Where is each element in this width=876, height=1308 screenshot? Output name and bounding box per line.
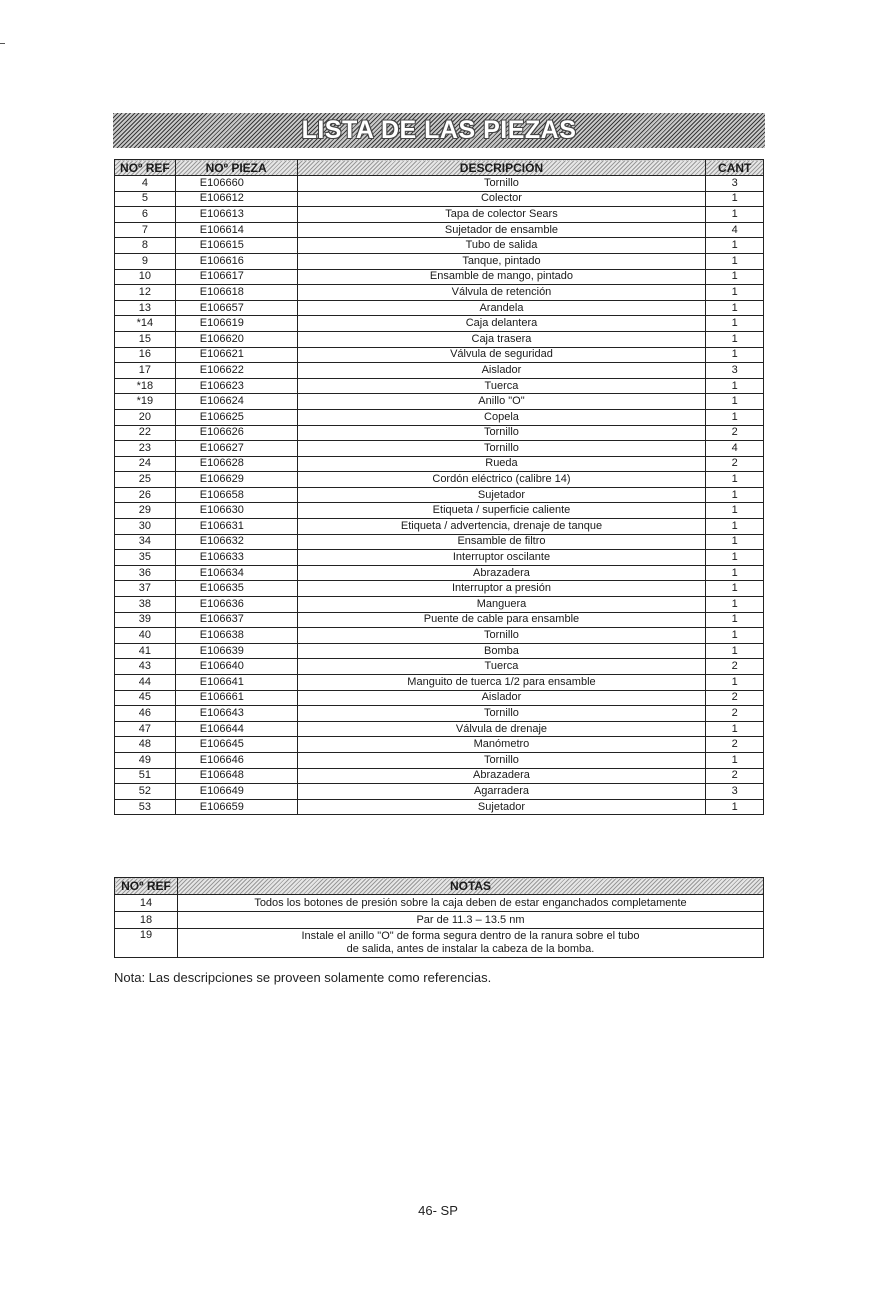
description-cell: Sujetador <box>297 487 706 503</box>
quantity-cell: 1 <box>706 300 764 316</box>
note-ref-cell: 19 <box>115 929 178 958</box>
quantity-cell: 1 <box>706 675 764 691</box>
description-cell: Cordón eléctrico (calibre 14) <box>297 472 706 488</box>
ref-cell: 23 <box>115 441 176 457</box>
ref-cell: *14 <box>115 316 176 332</box>
ref-cell: 36 <box>115 565 176 581</box>
table-row <box>115 456 764 472</box>
ref-cell: 12 <box>115 285 176 301</box>
parts-table <box>114 159 764 815</box>
quantity-cell: 1 <box>706 581 764 597</box>
ref-cell: *19 <box>115 394 176 410</box>
notes-header-ref: NOº REF <box>115 878 178 895</box>
ref-cell: 29 <box>115 503 176 519</box>
part-number-cell: E106634 <box>175 565 297 581</box>
part-number-cell: E106617 <box>175 269 297 285</box>
description-cell: Ensamble de mango, pintado <box>297 269 706 285</box>
corner-mark <box>0 43 5 44</box>
description-cell: Abrazadera <box>297 565 706 581</box>
description-cell: Tornillo <box>297 425 706 441</box>
table-row <box>115 269 764 285</box>
part-number-cell: E106618 <box>175 285 297 301</box>
description-cell: Válvula de drenaje <box>297 721 706 737</box>
table-row <box>115 394 764 410</box>
quantity-cell: 1 <box>706 238 764 254</box>
part-number-cell: E106627 <box>175 441 297 457</box>
note-text-cell: Instale el anillo "O" de forma segura dentro de la ranura sobre el tubo de salida, antes de instalar la cabeza de la bomba. <box>178 929 764 958</box>
ref-cell: 39 <box>115 612 176 628</box>
footnote: Nota: Las descripciones se proveen solamente como referencias. <box>114 970 492 985</box>
part-number-cell: E106631 <box>175 519 297 535</box>
ref-cell: 8 <box>115 238 176 254</box>
table-row <box>115 643 764 659</box>
description-cell: Manguera <box>297 597 706 613</box>
description-cell: Interruptor oscilante <box>297 550 706 566</box>
table-row <box>115 799 764 815</box>
part-number-cell: E106643 <box>175 706 297 722</box>
quantity-cell: 4 <box>706 222 764 238</box>
ref-cell: 40 <box>115 628 176 644</box>
description-cell: Colector <box>297 191 706 207</box>
description-cell: Interruptor a presión <box>297 581 706 597</box>
ref-cell: 49 <box>115 752 176 768</box>
part-number-cell: E106628 <box>175 456 297 472</box>
notes-table <box>114 877 764 958</box>
description-cell: Etiqueta / advertencia, drenaje de tanque <box>297 519 706 535</box>
part-number-cell: E106619 <box>175 316 297 332</box>
table-row <box>115 550 764 566</box>
notes-body <box>115 895 764 958</box>
quantity-cell: 3 <box>706 784 764 800</box>
description-cell: Etiqueta / superficie caliente <box>297 503 706 519</box>
ref-cell: 6 <box>115 207 176 223</box>
quantity-cell: 1 <box>706 534 764 550</box>
quantity-cell: 1 <box>706 503 764 519</box>
table-row <box>115 441 764 457</box>
description-cell: Bomba <box>297 643 706 659</box>
description-cell: Tanque, pintado <box>297 253 706 269</box>
part-number-cell: E106622 <box>175 363 297 379</box>
parts-header-row <box>115 160 764 176</box>
table-row <box>115 721 764 737</box>
quantity-cell: 1 <box>706 799 764 815</box>
ref-cell: 5 <box>115 191 176 207</box>
part-number-cell: E106659 <box>175 799 297 815</box>
ref-cell: 47 <box>115 721 176 737</box>
description-cell: Agarradera <box>297 784 706 800</box>
header-ref: NOº REF <box>115 160 176 176</box>
page-title: LISTA DE LAS PIEZAS <box>301 116 577 144</box>
quantity-cell: 1 <box>706 409 764 425</box>
ref-cell: 13 <box>115 300 176 316</box>
ref-cell: 15 <box>115 331 176 347</box>
title-banner <box>113 113 765 148</box>
ref-cell: 25 <box>115 472 176 488</box>
part-number-cell: E106661 <box>175 690 297 706</box>
note-ref-cell: 14 <box>115 895 178 912</box>
ref-cell: 22 <box>115 425 176 441</box>
quantity-cell: 1 <box>706 347 764 363</box>
table-row <box>115 207 764 223</box>
description-cell: Tapa de colector Sears <box>297 207 706 223</box>
ref-cell: 46 <box>115 706 176 722</box>
table-row <box>115 690 764 706</box>
quantity-cell: 2 <box>706 706 764 722</box>
part-number-cell: E106620 <box>175 331 297 347</box>
table-row <box>115 752 764 768</box>
quantity-cell: 1 <box>706 721 764 737</box>
quantity-cell: 1 <box>706 472 764 488</box>
table-row <box>115 176 764 192</box>
table-row <box>115 675 764 691</box>
table-row <box>115 472 764 488</box>
quantity-cell: 3 <box>706 176 764 192</box>
ref-cell: 16 <box>115 347 176 363</box>
ref-cell: 30 <box>115 519 176 535</box>
quantity-cell: 2 <box>706 456 764 472</box>
note-text-cell: Par de 11.3 – 13.5 nm <box>178 912 764 929</box>
ref-cell: 37 <box>115 581 176 597</box>
ref-cell: 20 <box>115 409 176 425</box>
part-number-cell: E106616 <box>175 253 297 269</box>
description-cell: Aislador <box>297 363 706 379</box>
table-row <box>115 628 764 644</box>
quantity-cell: 2 <box>706 768 764 784</box>
table-row <box>115 222 764 238</box>
parts-body <box>115 176 764 815</box>
quantity-cell: 1 <box>706 378 764 394</box>
part-number-cell: E106640 <box>175 659 297 675</box>
description-cell: Válvula de seguridad <box>297 347 706 363</box>
part-number-cell: E106638 <box>175 628 297 644</box>
quantity-cell: 1 <box>706 316 764 332</box>
notes-row <box>115 895 764 912</box>
description-cell: Caja trasera <box>297 331 706 347</box>
description-cell: Rueda <box>297 456 706 472</box>
quantity-cell: 2 <box>706 659 764 675</box>
table-row <box>115 300 764 316</box>
table-row <box>115 191 764 207</box>
table-row <box>115 612 764 628</box>
description-cell: Válvula de retención <box>297 285 706 301</box>
page-number: 46- SP <box>418 1203 458 1218</box>
quantity-cell: 1 <box>706 269 764 285</box>
notes-row <box>115 912 764 929</box>
ref-cell: 41 <box>115 643 176 659</box>
description-cell: Tuerca <box>297 378 706 394</box>
table-row <box>115 316 764 332</box>
table-row <box>115 238 764 254</box>
ref-cell: 44 <box>115 675 176 691</box>
ref-cell: 17 <box>115 363 176 379</box>
description-cell: Tuerca <box>297 659 706 675</box>
quantity-cell: 1 <box>706 643 764 659</box>
quantity-cell: 1 <box>706 487 764 503</box>
quantity-cell: 1 <box>706 752 764 768</box>
ref-cell: 24 <box>115 456 176 472</box>
table-row <box>115 784 764 800</box>
part-number-cell: E106625 <box>175 409 297 425</box>
part-number-cell: E106639 <box>175 643 297 659</box>
part-number-cell: E106633 <box>175 550 297 566</box>
quantity-cell: 1 <box>706 612 764 628</box>
table-row <box>115 425 764 441</box>
description-cell: Tornillo <box>297 752 706 768</box>
part-number-cell: E106646 <box>175 752 297 768</box>
quantity-cell: 3 <box>706 363 764 379</box>
description-cell: Tornillo <box>297 441 706 457</box>
table-row <box>115 534 764 550</box>
quantity-cell: 2 <box>706 737 764 753</box>
description-cell: Tornillo <box>297 176 706 192</box>
table-row <box>115 503 764 519</box>
part-number-cell: E106649 <box>175 784 297 800</box>
quantity-cell: 1 <box>706 394 764 410</box>
part-number-cell: E106645 <box>175 737 297 753</box>
ref-cell: 38 <box>115 597 176 613</box>
part-number-cell: E106614 <box>175 222 297 238</box>
description-cell: Caja delantera <box>297 316 706 332</box>
quantity-cell: 1 <box>706 519 764 535</box>
description-cell: Copela <box>297 409 706 425</box>
description-cell: Tornillo <box>297 706 706 722</box>
part-number-cell: E106644 <box>175 721 297 737</box>
ref-cell: 45 <box>115 690 176 706</box>
quantity-cell: 1 <box>706 597 764 613</box>
quantity-cell: 2 <box>706 690 764 706</box>
description-cell: Anillo "O" <box>297 394 706 410</box>
table-row <box>115 597 764 613</box>
table-row <box>115 487 764 503</box>
part-number-cell: E106636 <box>175 597 297 613</box>
notes-header-row <box>115 878 764 895</box>
table-row <box>115 285 764 301</box>
part-number-cell: E106613 <box>175 207 297 223</box>
part-number-cell: E106658 <box>175 487 297 503</box>
quantity-cell: 1 <box>706 565 764 581</box>
header-part-number: NOº PIEZA <box>175 160 297 176</box>
description-cell: Abrazadera <box>297 768 706 784</box>
ref-cell: 43 <box>115 659 176 675</box>
header-description: DESCRIPCIÓN <box>297 160 706 176</box>
ref-cell: 7 <box>115 222 176 238</box>
description-cell: Puente de cable para ensamble <box>297 612 706 628</box>
quantity-cell: 2 <box>706 425 764 441</box>
ref-cell: *18 <box>115 378 176 394</box>
description-cell: Sujetador de ensamble <box>297 222 706 238</box>
part-number-cell: E106657 <box>175 300 297 316</box>
table-row <box>115 706 764 722</box>
description-cell: Aislador <box>297 690 706 706</box>
quantity-cell: 1 <box>706 207 764 223</box>
description-cell: Tubo de salida <box>297 238 706 254</box>
part-number-cell: E106624 <box>175 394 297 410</box>
part-number-cell: E106648 <box>175 768 297 784</box>
description-cell: Arandela <box>297 300 706 316</box>
description-cell: Ensamble de filtro <box>297 534 706 550</box>
ref-cell: 48 <box>115 737 176 753</box>
table-row <box>115 519 764 535</box>
description-cell: Sujetador <box>297 799 706 815</box>
note-ref-cell: 18 <box>115 912 178 929</box>
quantity-cell: 1 <box>706 550 764 566</box>
quantity-cell: 1 <box>706 253 764 269</box>
table-row <box>115 581 764 597</box>
table-row <box>115 768 764 784</box>
description-cell: Manómetro <box>297 737 706 753</box>
part-number-cell: E106632 <box>175 534 297 550</box>
table-row <box>115 659 764 675</box>
part-number-cell: E106615 <box>175 238 297 254</box>
part-number-cell: E106630 <box>175 503 297 519</box>
part-number-cell: E106635 <box>175 581 297 597</box>
ref-cell: 4 <box>115 176 176 192</box>
part-number-cell: E106637 <box>175 612 297 628</box>
table-row <box>115 363 764 379</box>
part-number-cell: E106629 <box>175 472 297 488</box>
notes-row <box>115 929 764 958</box>
part-number-cell: E106621 <box>175 347 297 363</box>
part-number-cell: E106612 <box>175 191 297 207</box>
description-cell: Manguito de tuerca 1/2 para ensamble <box>297 675 706 691</box>
table-row <box>115 331 764 347</box>
part-number-cell: E106641 <box>175 675 297 691</box>
ref-cell: 9 <box>115 253 176 269</box>
table-row <box>115 378 764 394</box>
ref-cell: 52 <box>115 784 176 800</box>
description-cell: Tornillo <box>297 628 706 644</box>
table-row <box>115 347 764 363</box>
note-text-cell: Todos los botones de presión sobre la caja deben de estar enganchados completamente <box>178 895 764 912</box>
ref-cell: 26 <box>115 487 176 503</box>
part-number-cell: E106623 <box>175 378 297 394</box>
quantity-cell: 1 <box>706 191 764 207</box>
notes-header-notes: NOTAS <box>178 878 764 895</box>
table-row <box>115 565 764 581</box>
ref-cell: 35 <box>115 550 176 566</box>
table-row <box>115 409 764 425</box>
table-row <box>115 737 764 753</box>
ref-cell: 34 <box>115 534 176 550</box>
ref-cell: 10 <box>115 269 176 285</box>
quantity-cell: 4 <box>706 441 764 457</box>
quantity-cell: 1 <box>706 331 764 347</box>
ref-cell: 51 <box>115 768 176 784</box>
part-number-cell: E106660 <box>175 176 297 192</box>
quantity-cell: 1 <box>706 628 764 644</box>
table-row <box>115 253 764 269</box>
quantity-cell: 1 <box>706 285 764 301</box>
header-quantity: CANT <box>706 160 764 176</box>
ref-cell: 53 <box>115 799 176 815</box>
part-number-cell: E106626 <box>175 425 297 441</box>
